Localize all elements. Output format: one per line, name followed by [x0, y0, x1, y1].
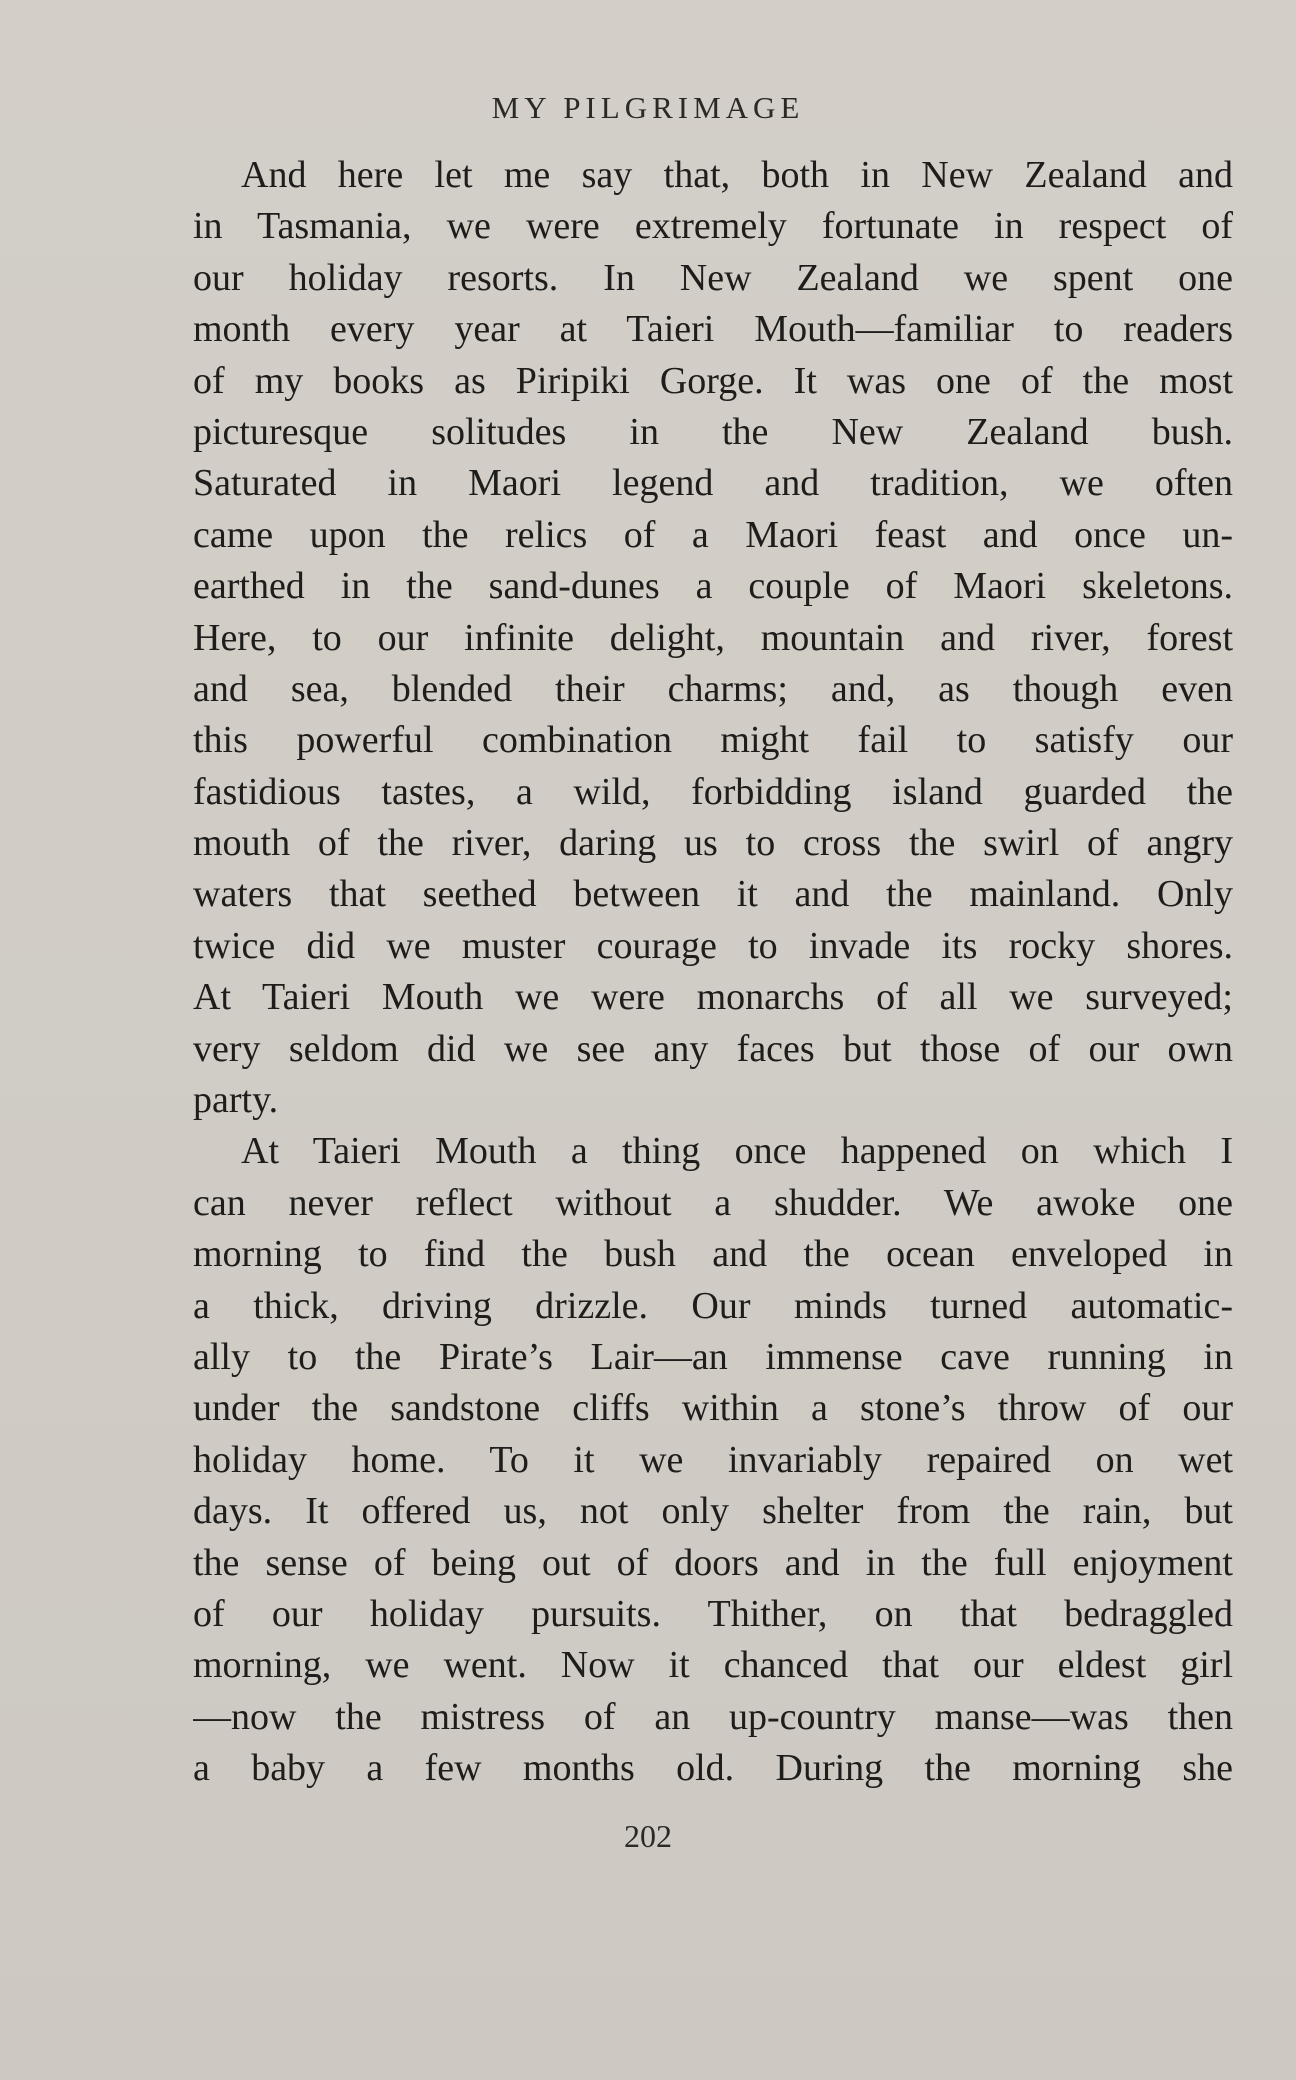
text-line: —now the mistress of an up-country manse—was then [193, 1695, 1233, 1738]
text-line: fastidious tastes, a wild, forbidding island guarded the [193, 770, 1233, 813]
text-line: a thick, driving drizzle. Our minds turned automatic- [193, 1284, 1233, 1327]
text-line: very seldom did we see any faces but those of our own [193, 1027, 1233, 1070]
text-line: under the sandstone cliffs within a stone’s throw of our [193, 1387, 1233, 1430]
paragraph-2 [193, 1126, 1233, 1794]
text-line: morning, we went. Now it chanced that our eldest girl [193, 1644, 1233, 1687]
text-line: can never reflect without a shudder. We awoke one [193, 1181, 1233, 1224]
text-line: picturesque solitudes in the New Zealand bush. [193, 410, 1233, 453]
text-line: our holiday resorts. In New Zealand we spent one [193, 256, 1233, 299]
text-line: month every year at Taieri Mouth—familiar to readers [193, 308, 1233, 351]
text-line: ally to the Pirate’s Lair—an immense cave running in [193, 1335, 1233, 1378]
text-line: a baby a few months old. During the morning she [193, 1747, 1233, 1790]
text-line: twice did we muster courage to invade its rocky shores. [193, 924, 1233, 967]
page-number: 202 [624, 1818, 672, 1854]
text-line: came upon the relics of a Maori feast and once un- [193, 513, 1233, 556]
text-line: mouth of the river, daring us to cross the swirl of angry [193, 822, 1233, 865]
text-line: of my books as Piripiki Gorge. It was one of the most [193, 359, 1233, 402]
running-head: MY PILGRIMAGE [491, 90, 805, 125]
text-line: party. [193, 1079, 279, 1122]
text-line: At Taieri Mouth a thing once happened on which I [241, 1130, 1233, 1173]
text-line: earthed in the sand-dunes a couple of Maori skeletons. [193, 565, 1233, 608]
text-line: waters that seethed between it and the mainland. Only [193, 873, 1233, 916]
text-line: Saturated in Maori legend and tradition, we often [193, 462, 1233, 505]
text-line: morning to find the bush and the ocean enveloped in [193, 1233, 1233, 1276]
text-line: At Taieri Mouth we were monarchs of all we surveyed; [193, 976, 1233, 1019]
paragraph-1 [193, 150, 1233, 1126]
text-line: days. It offered us, not only shelter from the rain, but [193, 1490, 1233, 1533]
text-line: this powerful combination might fail to satisfy our [193, 719, 1233, 762]
text-line: holiday home. To it we invariably repaired on wet [193, 1438, 1233, 1481]
text-line: in Tasmania, we were extremely fortunate in respect of [193, 205, 1233, 248]
text-line: and sea, blended their charms; and, as though even [193, 667, 1233, 710]
text-line: And here let me say that, both in New Zealand and [241, 154, 1233, 196]
text-line: of our holiday pursuits. Thither, on that bedraggled [193, 1592, 1233, 1635]
text-line: the sense of being out of doors and in the full enjoyment [193, 1541, 1233, 1584]
text-line: Here, to our infinite delight, mountain and river, forest [193, 616, 1233, 659]
body-text [193, 150, 1233, 1795]
